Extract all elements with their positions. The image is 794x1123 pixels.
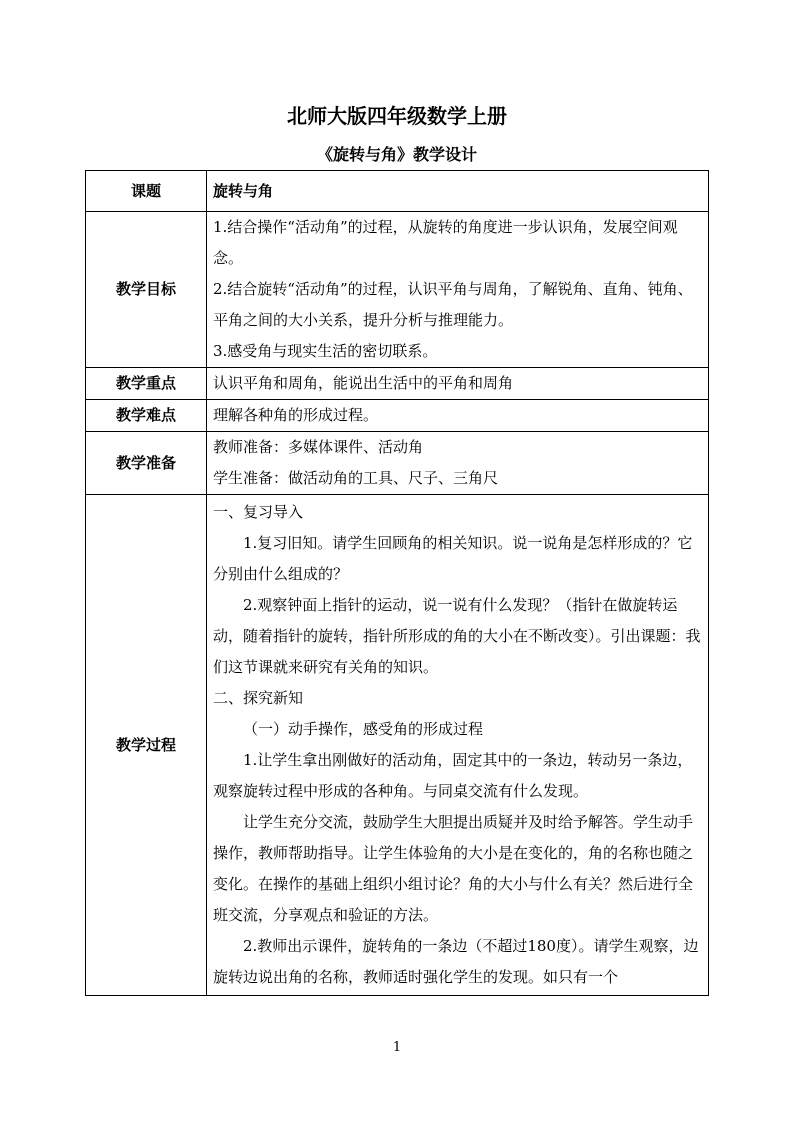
preparation-label: 教学准备 — [86, 432, 207, 495]
difficult-points-value: 理解各种角的形成过程。 — [207, 400, 709, 432]
section-title-explore: 二、探究新知 — [213, 689, 304, 707]
table-row-process — [86, 495, 709, 996]
goal-item-1: 1.结合操作“活动角”的过程，从旋转的角度进一步认识角，发展空间观念。 — [213, 218, 678, 267]
review-item-2: 2.观察钟面上指针的运动，说一说有什么发现？（指针在做旋转运动，随着指针的旋转，指针所形成的角的大小在不断改变）。引出课题：我们这节课就来研究有关角的知识。 — [213, 596, 701, 676]
lesson-plan-table — [85, 170, 709, 996]
section-title-review: 一、复习导入 — [213, 503, 304, 521]
preparation-student: 学生准备：做活动角的工具、尺子、三角尺 — [213, 469, 499, 487]
explore-subsection-1: （一）动手操作，感受角的形成过程 — [243, 720, 484, 738]
difficult-points-label: 教学难点 — [86, 400, 207, 432]
topic-label: 课题 — [86, 171, 207, 212]
explore-paragraph: 让学生充分交流，鼓励学生大胆提出质疑并及时给予解答。学生动手操作，教师帮助指导。让学生体验角的大小是在变化的，角的名称也随之变化。在操作的基础上组织小组讨论？角的大小与什么有关？然后进行全班交流，分享观点和验证的方法。 — [213, 813, 694, 924]
table-row-preparation — [86, 432, 709, 495]
table-row-difficult-points — [86, 400, 709, 432]
page-number: 1 — [392, 1040, 402, 1055]
review-item-1: 1.复习旧知。请学生回顾角的相关知识。说一说角是怎样形成的？它分别由什么组成的？ — [213, 534, 693, 583]
goals-label: 教学目标 — [86, 212, 207, 368]
key-points-label: 教学重点 — [86, 368, 207, 400]
topic-value: 旋转与角 — [207, 171, 709, 212]
document-title: 北师大版四年级数学上册 — [287, 104, 507, 128]
document-subtitle: 《旋转与角》教学设计 — [316, 145, 477, 164]
explore-item-2: 2.教师出示课件，旋转角的一条边（不超过180度）。请学生观察，边旋转边说出角的名称，教师适时强化学生的发现。如只有一个 — [213, 937, 699, 986]
process-content — [207, 495, 709, 996]
process-label: 教学过程 — [86, 495, 207, 996]
goal-item-3: 3.感受角与现实生活的密切联系。 — [213, 342, 438, 360]
explore-item-1: 1.让学生拿出刚做好的活动角，固定其中的一条边，转动另一条边，观察旋转过程中形成的各种角。与同桌交流有什么发现。 — [213, 751, 693, 800]
table-row-key-points — [86, 368, 709, 400]
preparation-teacher: 教师准备：多媒体课件、活动角 — [213, 438, 424, 456]
goal-item-2: 2.结合旋转“活动角”的过程，认识平角与周角，了解锐角、直角、钝角、平角之间的大小关系，提升分析与推理能力。 — [213, 280, 693, 329]
table-row-topic — [86, 171, 709, 212]
preparation-content — [207, 432, 709, 495]
table-row-goals — [86, 212, 709, 368]
goals-content — [207, 212, 709, 368]
key-points-value: 认识平角和周角，能说出生活中的平角和周角 — [207, 368, 709, 400]
